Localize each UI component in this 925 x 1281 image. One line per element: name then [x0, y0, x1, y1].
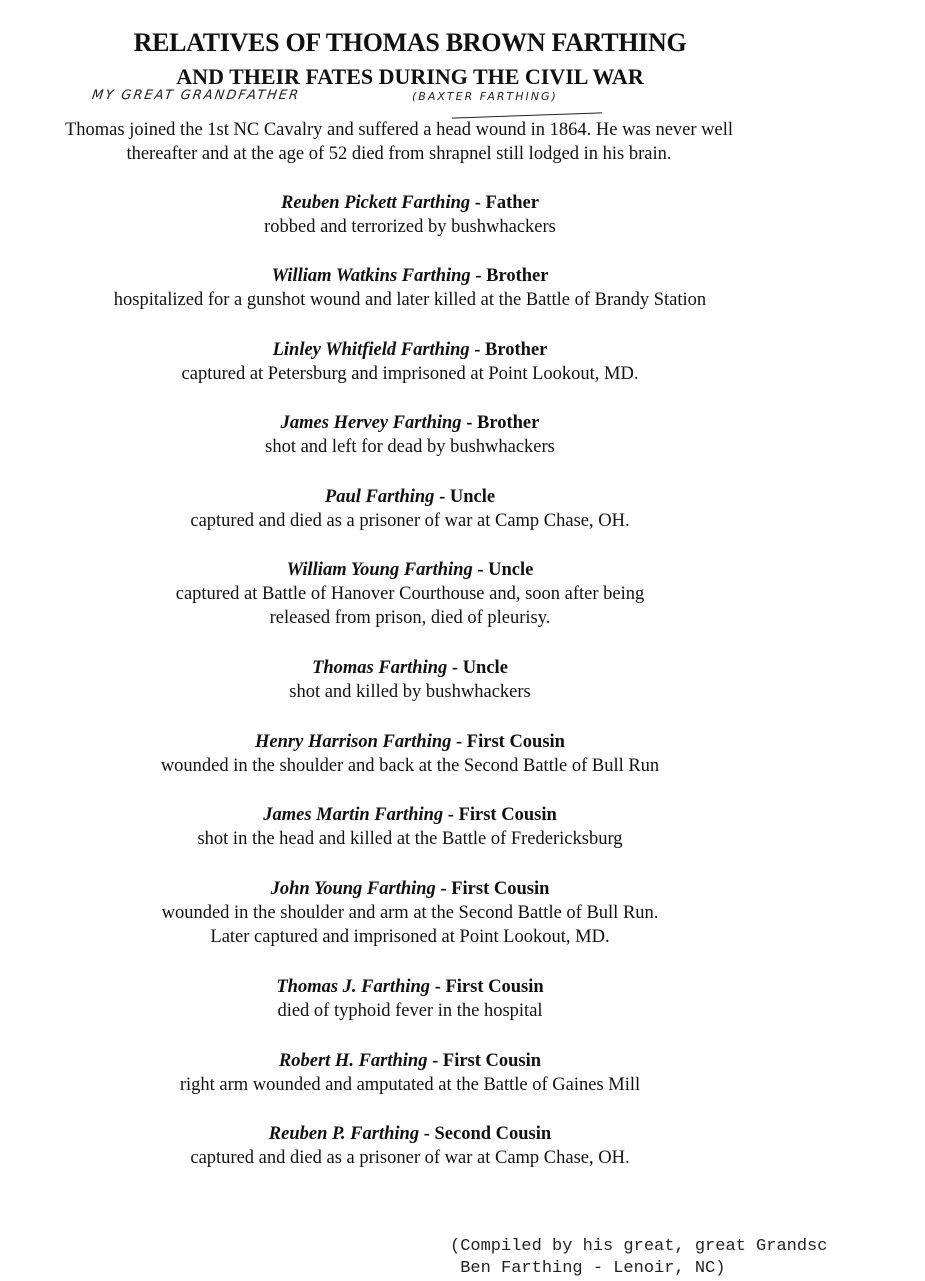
relative-name: Reuben Pickett Farthing [281, 193, 471, 213]
relative-fate: died of typhoid fever in the hospital [277, 1001, 543, 1021]
relative-name: William Watkins Farthing [271, 266, 471, 286]
relative-heading [0, 803, 820, 827]
relative-heading [0, 877, 820, 901]
relative-relation: - First Cousin [427, 1051, 542, 1071]
relative-relation: - Brother [461, 413, 540, 433]
relative-heading [0, 975, 820, 999]
relative-entry [0, 1122, 820, 1170]
relative-name: James Hervey Farthing [280, 413, 462, 433]
intro-line: thereafter and at the age of 52 died from shrapnel still lodged in his brain. [126, 144, 672, 164]
relative-heading [0, 656, 820, 680]
relative-entry [0, 264, 820, 312]
relative-relation: - Second Cousin [419, 1124, 552, 1144]
relative-heading [0, 191, 820, 215]
relative-entry [0, 730, 820, 778]
relative-name: Linley Whitfield Farthing [272, 340, 470, 360]
relative-heading [0, 1049, 820, 1073]
relative-relation: - Father [470, 193, 539, 213]
relative-name: Reuben P. Farthing [268, 1124, 420, 1144]
relative-entry [0, 411, 820, 459]
relative-name: Henry Harrison Farthing [255, 732, 452, 752]
relative-relation: - First Cousin [443, 805, 557, 825]
relative-name: Paul Farthing [324, 487, 435, 507]
document-title: RELATIVES OF THOMAS BROWN FARTHING [133, 28, 687, 57]
relative-name: Robert H. Farthing [278, 1051, 428, 1071]
relative-name: William Young Farthing [286, 560, 473, 580]
relative-fate: captured at Petersburg and imprisoned at Point Lookout, MD. [181, 364, 639, 384]
relative-fate: shot and killed by bushwhackers [289, 682, 531, 702]
handwritten-note-left: MY GREAT GRANDFATHER [90, 88, 302, 103]
relative-heading [0, 411, 820, 435]
relative-entry [0, 803, 820, 851]
relative-heading [0, 1122, 820, 1146]
relative-heading [0, 485, 820, 509]
relative-relation: - First Cousin [451, 732, 565, 752]
relative-fate: hospitalized for a gunshot wound and later killed at the Battle of Brandy Station [113, 290, 707, 310]
credit-line: Ben Farthing - Lenoir, NC) [450, 1259, 726, 1278]
relative-relation: - Brother [470, 266, 549, 286]
relative-heading [0, 730, 820, 754]
document-subtitle: AND THEIR FATES DURING THE CIVIL WAR [176, 64, 644, 89]
relative-relation: - Brother [469, 340, 548, 360]
relative-entry [0, 877, 820, 949]
relative-entry [0, 191, 820, 239]
credit-line: (Compiled by his great, great Grandsc [450, 1237, 828, 1256]
relative-relation: - First Cousin [430, 977, 544, 997]
relative-fate: shot and left for dead by bushwhackers [265, 437, 555, 457]
relative-heading [0, 338, 820, 362]
relative-name: Thomas Farthing [312, 658, 448, 678]
credit-note [450, 1236, 827, 1280]
relative-fate: captured at Battle of Hanover Courthouse and, soon after being [175, 584, 645, 604]
relative-name: John Young Farthing [270, 879, 436, 899]
relative-entry [0, 338, 820, 386]
relative-fate: released from prison, died of pleurisy. [269, 608, 551, 628]
relative-fate: captured and died as a prisoner of war at Camp Chase, OH. [190, 511, 630, 531]
relative-name: Thomas J. Farthing [276, 977, 431, 997]
relative-entry [0, 975, 820, 1023]
relative-entry [0, 485, 820, 533]
relative-entry [0, 1049, 820, 1097]
handwritten-note-right: (BAXTER FARTHING) [412, 90, 558, 103]
intro-line: Thomas joined the 1st NC Cavalry and suffered a head wound in 1864. He was never well [64, 120, 734, 140]
relative-relation: - Uncle [472, 560, 534, 580]
relative-heading [0, 264, 820, 288]
relative-relation: - Uncle [434, 487, 496, 507]
relative-heading [0, 558, 820, 582]
relative-fate: wounded in the shoulder and arm at the Second Battle of Bull Run. [161, 903, 659, 923]
intro-paragraph [0, 118, 798, 166]
relative-entry [0, 656, 820, 704]
relative-fate: shot in the head and killed at the Battle of Fredericksburg [197, 829, 623, 849]
relative-fate: right arm wounded and amputated at the Battle of Gaines Mill [179, 1075, 641, 1095]
relative-relation: - Uncle [447, 658, 508, 678]
relative-relation: - First Cousin [435, 879, 550, 899]
relative-name: James Martin Farthing [263, 805, 444, 825]
relative-fate: Later captured and imprisoned at Point Lookout, MD. [210, 927, 610, 947]
relative-fate: captured and died as a prisoner of war at Camp Chase, OH. [190, 1148, 630, 1168]
relative-fate: robbed and terrorized by bushwhackers [264, 217, 556, 237]
relative-fate: wounded in the shoulder and back at the Second Battle of Bull Run [160, 756, 660, 776]
relative-entry [0, 558, 820, 630]
